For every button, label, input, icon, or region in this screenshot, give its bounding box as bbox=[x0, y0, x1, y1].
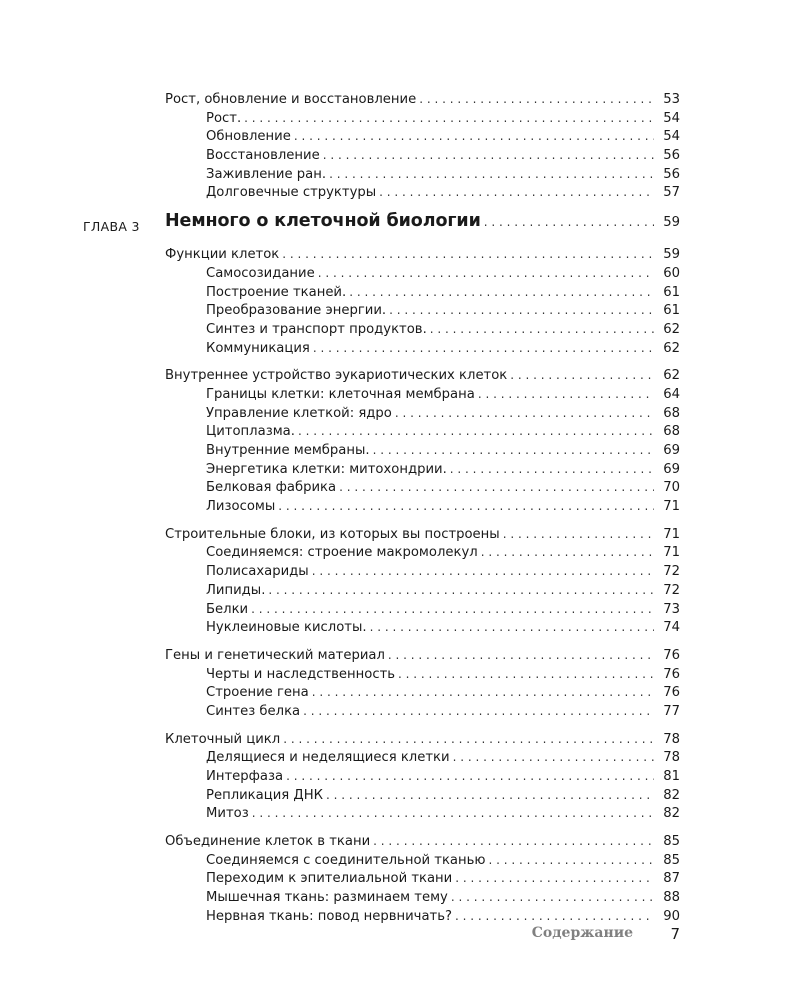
toc-section-group bbox=[0, 245, 800, 357]
entry-page-number: 78 bbox=[663, 750, 680, 766]
entry-page-number: 88 bbox=[663, 890, 680, 906]
toc-subsection-entry[interactable] bbox=[0, 385, 800, 404]
toc-subsection-entry[interactable] bbox=[0, 888, 800, 907]
entry-title: Границы клетки: клеточная мембрана bbox=[206, 386, 475, 402]
entry-page-number: 77 bbox=[663, 703, 680, 719]
entry-title: Энергетика клетки: митохондрии. bbox=[206, 461, 447, 477]
dot-leader bbox=[244, 109, 654, 128]
entry-title: Рост. bbox=[206, 110, 242, 126]
toc-sections-before-chapter bbox=[0, 90, 800, 202]
entry-page-number: 78 bbox=[663, 731, 680, 747]
dot-leader bbox=[313, 339, 654, 358]
entry-title: Нуклеиновые кислоты. bbox=[206, 620, 367, 636]
dot-leader bbox=[298, 422, 654, 441]
dot-leader bbox=[389, 301, 654, 320]
entry-page-number: 64 bbox=[663, 386, 680, 402]
entry-title: Клеточный цикл bbox=[165, 731, 281, 747]
entry-page-number: 56 bbox=[663, 166, 680, 182]
entry-title: Репликация ДНК bbox=[206, 787, 323, 803]
entry-page-number: 76 bbox=[663, 666, 680, 682]
dot-leader bbox=[268, 581, 654, 600]
dot-leader bbox=[373, 832, 654, 851]
entry-title: Мышечная ткань: разминаем тему bbox=[206, 890, 448, 906]
entry-title: Нервная ткань: повод нервничать? bbox=[206, 908, 452, 924]
entry-title: Строение гена bbox=[206, 685, 309, 701]
dot-leader bbox=[252, 804, 654, 823]
dot-leader bbox=[503, 525, 654, 544]
chapter-heading[interactable] bbox=[0, 211, 800, 241]
entry-title: Цитоплазма. bbox=[206, 424, 295, 440]
dot-leader bbox=[455, 907, 654, 926]
entry-title: Внутренние мембраны. bbox=[206, 443, 370, 458]
dot-leader bbox=[286, 767, 654, 786]
entry-page-number: 76 bbox=[663, 685, 680, 701]
toc-section-group bbox=[0, 646, 800, 721]
dot-leader bbox=[339, 478, 654, 497]
entry-title: Внутреннее устройство эукариотических клеток bbox=[165, 368, 508, 384]
entry-page-number: 81 bbox=[663, 769, 680, 784]
dot-leader bbox=[283, 730, 654, 749]
chapter-page-number: 59 bbox=[663, 215, 680, 231]
dot-leader bbox=[453, 748, 654, 767]
entry-page-number: 60 bbox=[663, 265, 680, 281]
dot-leader bbox=[481, 543, 654, 562]
entry-page-number: 70 bbox=[663, 480, 680, 496]
dot-leader bbox=[251, 600, 654, 619]
toc-section-entry[interactable] bbox=[0, 90, 800, 109]
toc-subsection-entry[interactable] bbox=[0, 497, 800, 516]
entry-title: Заживление ран. bbox=[206, 166, 327, 182]
entry-title: Объединение клеток в ткани bbox=[165, 834, 371, 850]
toc-subsection-entry[interactable] bbox=[0, 786, 800, 805]
toc-subsection-entry[interactable] bbox=[0, 907, 800, 926]
entry-page-number: 82 bbox=[663, 806, 680, 822]
entry-page-number: 85 bbox=[663, 852, 680, 868]
toc-subsection-entry[interactable] bbox=[0, 869, 800, 888]
entry-title: Построение тканей. bbox=[206, 284, 347, 300]
toc-section-group bbox=[0, 525, 800, 637]
dot-leader bbox=[455, 869, 654, 888]
entry-title: Липиды. bbox=[206, 582, 266, 598]
entry-page-number: 72 bbox=[663, 582, 680, 598]
toc-section-entry[interactable] bbox=[0, 366, 800, 385]
entry-page-number: 62 bbox=[663, 368, 680, 384]
entry-page-number: 71 bbox=[663, 526, 680, 542]
toc-subsection-entry[interactable] bbox=[0, 581, 800, 600]
entry-title: Гены и генетический материал bbox=[165, 647, 385, 663]
toc-subsection-entry[interactable] bbox=[0, 127, 800, 146]
dot-leader bbox=[398, 665, 654, 684]
entry-title: Лизосомы bbox=[206, 499, 276, 515]
dot-leader bbox=[326, 786, 654, 805]
entry-page-number: 76 bbox=[663, 647, 680, 663]
toc-subsection-entry[interactable] bbox=[0, 320, 800, 339]
toc-section-group bbox=[0, 730, 800, 823]
page-number: 7 bbox=[670, 925, 680, 943]
dot-leader bbox=[510, 366, 654, 385]
toc-section-entry[interactable] bbox=[0, 832, 800, 851]
toc-section-group bbox=[0, 832, 800, 925]
toc-subsection-entry[interactable] bbox=[0, 618, 800, 637]
entry-page-number: 69 bbox=[663, 443, 680, 458]
toc-section-entry[interactable] bbox=[0, 730, 800, 749]
toc-subsection-entry[interactable] bbox=[0, 422, 800, 441]
chapter-label: ГЛАВА 3 bbox=[83, 219, 140, 235]
entry-title: Преобразование энергии. bbox=[206, 303, 387, 319]
entry-page-number: 62 bbox=[663, 340, 680, 356]
toc-subsection-entry[interactable] bbox=[0, 702, 800, 721]
toc-section-entry[interactable] bbox=[0, 646, 800, 665]
entry-title: Белки bbox=[206, 601, 249, 617]
toc-subsection-entry[interactable] bbox=[0, 600, 800, 619]
entry-title: Черты и наследственность bbox=[206, 666, 396, 682]
entry-title: Управление клеткой: ядро bbox=[206, 405, 392, 421]
dot-leader bbox=[451, 888, 654, 907]
dot-leader bbox=[379, 183, 654, 202]
dot-leader bbox=[318, 264, 654, 283]
dot-leader bbox=[312, 683, 654, 702]
toc-subsection-entry[interactable] bbox=[0, 767, 800, 786]
page-footer bbox=[0, 925, 800, 947]
dot-leader bbox=[294, 127, 654, 146]
entry-title: Обновление bbox=[206, 129, 291, 145]
toc-subsection-entry[interactable] bbox=[0, 460, 800, 479]
entry-page-number: 87 bbox=[663, 871, 680, 887]
dot-leader bbox=[419, 90, 654, 109]
entry-title: Синтез и транспорт продуктов. bbox=[206, 321, 427, 337]
entry-title: Восстановление bbox=[206, 148, 320, 164]
dot-leader bbox=[312, 562, 654, 581]
entry-page-number: 72 bbox=[663, 564, 680, 580]
dot-leader bbox=[388, 646, 654, 665]
table-of-contents bbox=[0, 90, 800, 935]
dot-leader bbox=[329, 165, 654, 184]
entry-title: Соединяемся: строение макромолекул bbox=[206, 545, 478, 561]
entry-title: Переходим к эпителиальной ткани bbox=[206, 871, 453, 887]
dot-leader bbox=[349, 283, 654, 302]
entry-page-number: 57 bbox=[663, 185, 680, 201]
toc-subsection-entry[interactable] bbox=[0, 683, 800, 702]
dot-leader bbox=[484, 215, 654, 229]
toc-subsection-entry[interactable] bbox=[0, 562, 800, 581]
toc-subsection-entry[interactable] bbox=[0, 165, 800, 184]
entry-title: Делящиеся и неделящиеся клетки bbox=[206, 750, 450, 766]
entry-page-number: 68 bbox=[663, 424, 680, 440]
entry-title: Коммуникация bbox=[206, 340, 310, 356]
toc-subsection-entry[interactable] bbox=[0, 441, 800, 460]
entry-page-number: 53 bbox=[663, 92, 680, 107]
entry-page-number: 85 bbox=[663, 834, 680, 850]
entry-page-number: 54 bbox=[663, 129, 680, 145]
chapter-title: Немного о клеточной биологии bbox=[165, 211, 481, 232]
toc-section-entry[interactable] bbox=[0, 245, 800, 264]
entry-page-number: 59 bbox=[663, 247, 680, 263]
dot-leader bbox=[303, 702, 654, 721]
entry-title: Строительные блоки, из которых вы построены bbox=[165, 526, 500, 542]
toc-subsection-entry[interactable] bbox=[0, 478, 800, 497]
entry-page-number: 71 bbox=[663, 499, 680, 515]
entry-title: Долговечные структуры bbox=[206, 185, 377, 201]
entry-title: Рост, обновление и восстановление bbox=[165, 92, 417, 107]
dot-leader bbox=[370, 618, 654, 637]
entry-title: Синтез белка bbox=[206, 703, 301, 719]
entry-page-number: 69 bbox=[663, 461, 680, 477]
entry-title: Белковая фабрика bbox=[206, 480, 337, 496]
toc-sections-after-chapter bbox=[0, 245, 800, 925]
dot-leader bbox=[489, 851, 654, 870]
toc-subsection-entry[interactable] bbox=[0, 851, 800, 870]
toc-subsection-entry[interactable] bbox=[0, 183, 800, 202]
toc-subsection-entry[interactable] bbox=[0, 264, 800, 283]
toc-section-group bbox=[0, 366, 800, 516]
dot-leader bbox=[373, 441, 654, 460]
toc-subsection-entry[interactable] bbox=[0, 146, 800, 165]
dot-leader bbox=[478, 385, 654, 404]
entry-title: Полисахариды bbox=[206, 564, 309, 580]
entry-page-number: 82 bbox=[663, 787, 680, 803]
entry-page-number: 61 bbox=[663, 284, 680, 300]
entry-page-number: 62 bbox=[663, 321, 680, 337]
toc-subsection-entry[interactable] bbox=[0, 543, 800, 562]
toc-subsection-entry[interactable] bbox=[0, 283, 800, 302]
dot-leader bbox=[278, 497, 654, 516]
entry-page-number: 73 bbox=[663, 601, 680, 617]
dot-leader bbox=[282, 245, 654, 264]
running-footer-label: Содержание bbox=[531, 925, 633, 941]
toc-subsection-entry[interactable] bbox=[0, 339, 800, 358]
toc-subsection-entry[interactable] bbox=[0, 748, 800, 767]
toc-section-entry[interactable] bbox=[0, 525, 800, 544]
dot-leader bbox=[450, 460, 654, 479]
entry-page-number: 90 bbox=[663, 908, 680, 924]
entry-title: Митоз bbox=[206, 806, 249, 822]
entry-title: Соединяемся с соединительной тканью bbox=[206, 852, 486, 868]
entry-page-number: 54 bbox=[663, 110, 680, 126]
toc-subsection-entry[interactable] bbox=[0, 404, 800, 423]
dot-leader bbox=[323, 146, 654, 165]
entry-title: Функции клеток bbox=[165, 247, 280, 263]
toc-subsection-entry[interactable] bbox=[0, 301, 800, 320]
dot-leader bbox=[430, 320, 654, 339]
toc-subsection-entry[interactable] bbox=[0, 109, 800, 128]
entry-title: Самосозидание bbox=[206, 265, 315, 281]
dot-leader bbox=[395, 404, 654, 423]
entry-page-number: 61 bbox=[663, 303, 680, 319]
entry-page-number: 74 bbox=[663, 620, 680, 636]
entry-page-number: 56 bbox=[663, 148, 680, 164]
entry-page-number: 71 bbox=[663, 545, 680, 561]
toc-section-group bbox=[0, 90, 800, 202]
toc-subsection-entry[interactable] bbox=[0, 804, 800, 823]
entry-title: Интерфаза bbox=[206, 769, 284, 784]
entry-page-number: 68 bbox=[663, 405, 680, 421]
toc-subsection-entry[interactable] bbox=[0, 665, 800, 684]
